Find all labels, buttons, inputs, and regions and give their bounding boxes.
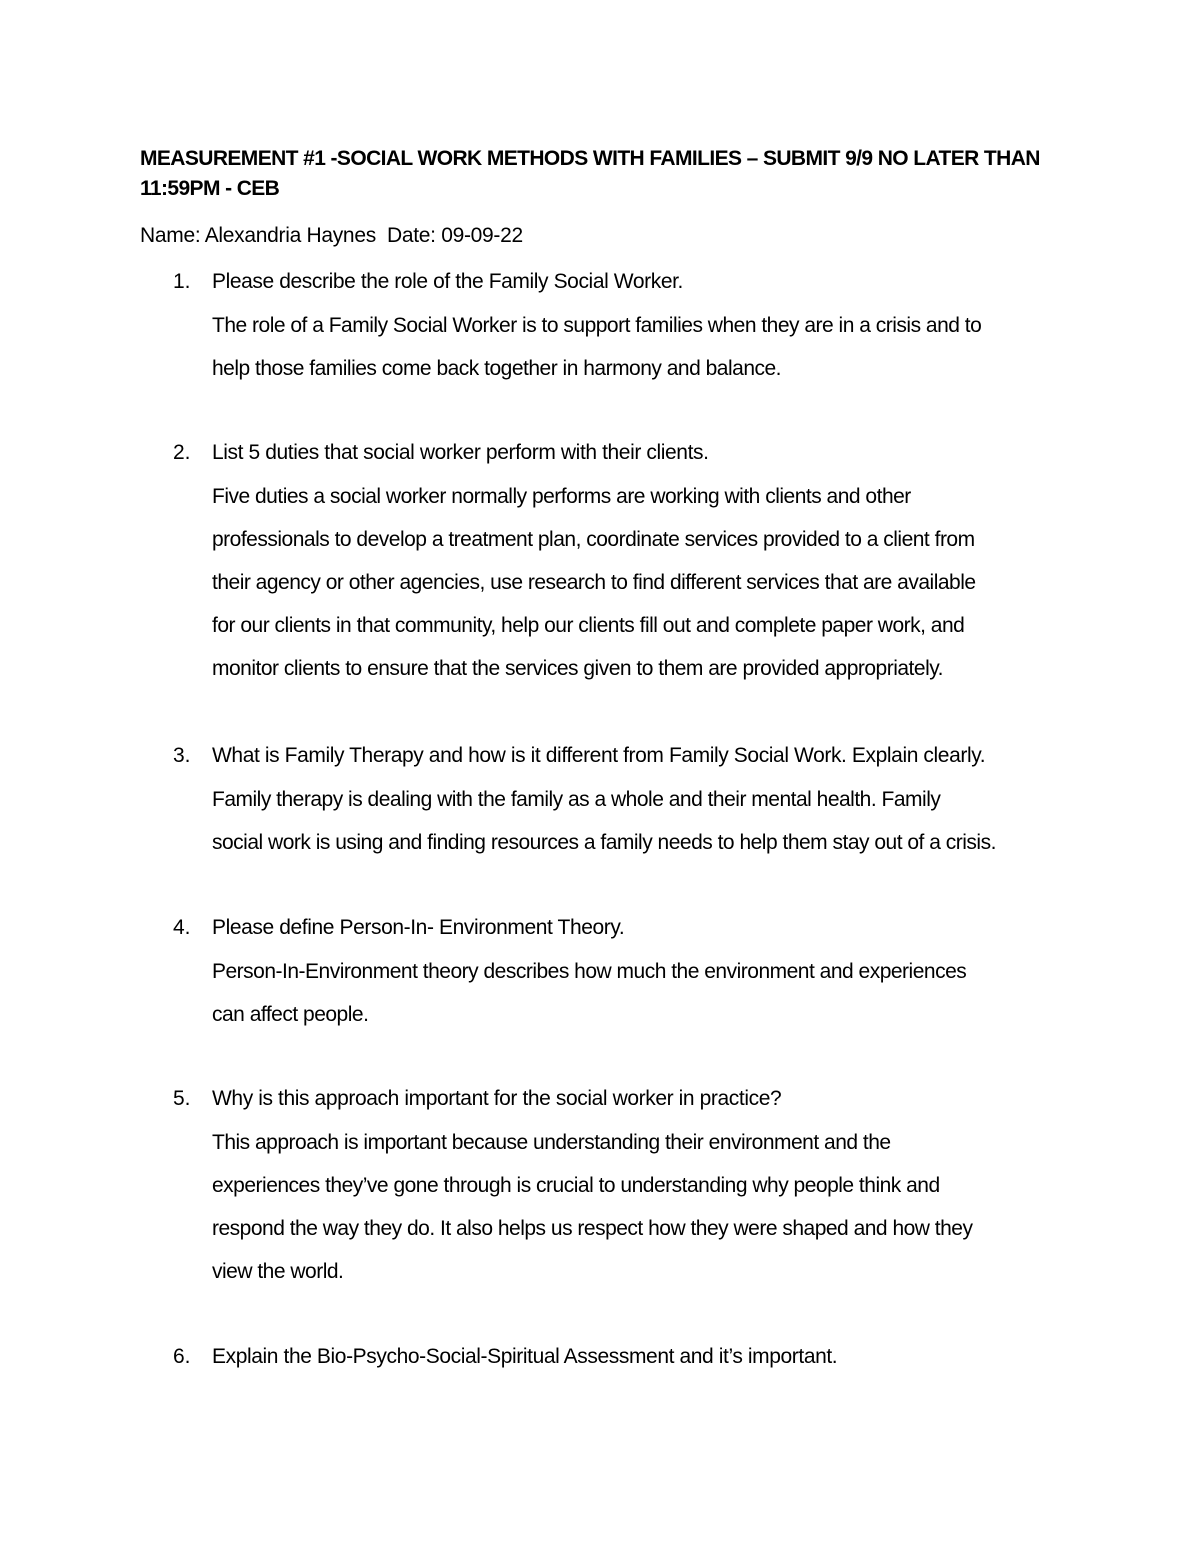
question-number: 1. [173,270,191,293]
question-text: Please describe the role of the Family Social Worker. [212,270,683,293]
answer-line: This approach is important because understanding their environment and the [212,1131,891,1154]
answer-line: respond the way they do. It also helps us respect how they were shaped and how they [212,1217,973,1240]
answer-text [212,1121,1072,1293]
question-number: 2. [173,441,191,464]
question-text: What is Family Therapy and how is it different from Family Social Work. Explain clearly. [212,744,986,767]
answer-line: Person-In-Environment theory describes how much the environment and experiences [212,960,967,983]
question-text: Why is this approach important for the social worker in practice? [212,1087,782,1110]
answer-line: professionals to develop a treatment plan, coordinate services provided to a client from [212,528,975,551]
answer-line: monitor clients to ensure that the services given to them are provided appropriately. [212,657,944,680]
answer-text [212,304,1072,390]
question-number: 4. [173,916,191,939]
answer-line: social work is using and finding resources a family needs to help them stay out of a crisis. [212,831,996,854]
answer-text [212,950,1072,1036]
answer-text [212,778,1072,864]
answer-line: help those families come back together in harmony and balance. [212,357,782,380]
answer-line: The role of a Family Social Worker is to support families when they are in a crisis and to [212,314,982,337]
answer-line: Five duties a social worker normally performs are working with clients and other [212,485,911,508]
name-date-line: Name: Alexandria Haynes Date: 09-09-22 [140,224,523,247]
question-number: 3. [173,744,191,767]
answer-line: for our clients in that community, help our clients fill out and complete paper work, and [212,614,965,637]
question-text: Explain the Bio-Psycho-Social-Spiritual Assessment and it’s important. [212,1345,838,1368]
question-number: 6. [173,1345,191,1368]
answer-line: Family therapy is dealing with the family as a whole and their mental health. Family [212,788,941,811]
answer-line: view the world. [212,1260,344,1283]
question-number: 5. [173,1087,191,1110]
answer-text [212,475,1072,690]
answer-line: experiences they’ve gone through is crucial to understanding why people think and [212,1174,940,1197]
document-title: MEASUREMENT #1 -SOCIAL WORK METHODS WITH FAMILIES – SUBMIT 9/9 NO LATER THAN 11:59PM - CEB [140,147,1040,200]
question-text: Please define Person-In- Environment Theory. [212,916,625,939]
answer-line: can affect people. [212,1003,369,1026]
question-text: List 5 duties that social worker perform with their clients. [212,441,709,464]
answer-line: their agency or other agencies, use research to find different services that are available [212,571,976,594]
